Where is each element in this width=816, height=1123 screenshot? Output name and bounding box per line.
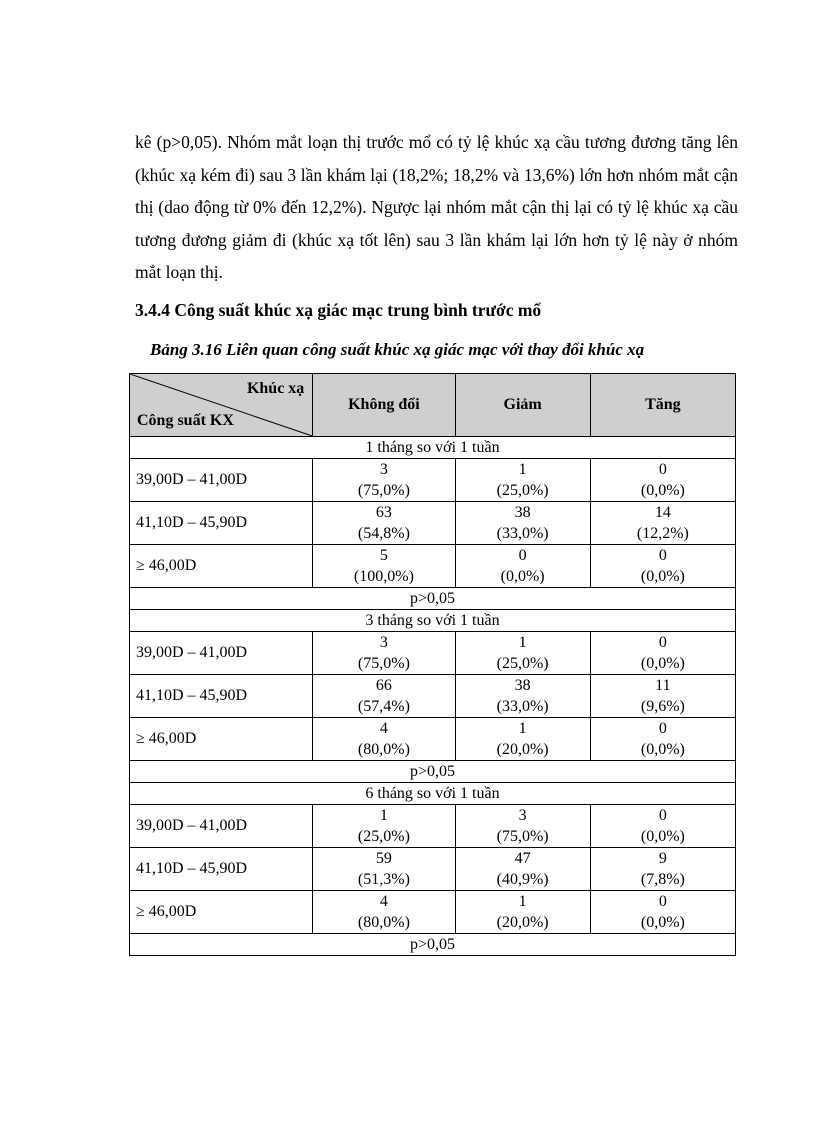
- value-cell: [313, 805, 455, 848]
- value-cell: [313, 848, 455, 891]
- count: 47: [514, 850, 531, 867]
- value-cell: [313, 632, 455, 675]
- value-cell: [313, 545, 455, 588]
- percent: (25,0%): [496, 655, 549, 672]
- percent: (20,0%): [496, 914, 549, 931]
- value-cell: [590, 675, 735, 718]
- group-title: 3 tháng so với 1 tuần: [130, 610, 736, 632]
- percent: (0,0%): [640, 482, 685, 499]
- count: 0: [658, 807, 667, 824]
- body-paragraph: kê (p>0,05). Nhóm mắt loạn thị trước mổ có tỷ lệ khúc xạ cầu tương đương tăng lên (khúc xạ kém đi) sau 3 lần khám lại (18,2%; 18,2% và 13,6%) lớn hơn nhóm mắt cận thị (dao động từ 0% đến 12,2%). Ngược lại nhóm mắt cận thị lại có tỷ lệ khúc xạ cầu tương đương giảm đi (khúc xạ tốt lên) sau 3 lần khám lại lớn hơn tỷ lệ này ở nhóm mắt loạn thị.: [135, 132, 738, 283]
- percent: (75,0%): [357, 655, 410, 672]
- percent: (57,4%): [357, 698, 410, 715]
- group-title: 1 tháng so với 1 tuần: [130, 437, 736, 459]
- table-row: [130, 632, 736, 675]
- p-value-row: [130, 761, 736, 783]
- row-label: ≥ 46,00D: [130, 545, 313, 588]
- value-cell: [313, 891, 455, 934]
- count: 9: [658, 850, 667, 867]
- percent: (7,8%): [640, 871, 685, 888]
- p-value-row: [130, 588, 736, 610]
- value-cell: [590, 805, 735, 848]
- value-cell: [313, 459, 455, 502]
- value-cell: [313, 502, 455, 545]
- value-cell: [455, 848, 590, 891]
- value-cell: [590, 502, 735, 545]
- count: 14: [654, 504, 671, 521]
- count: 1: [518, 461, 527, 478]
- table-row: [130, 891, 736, 934]
- percent: (80,0%): [357, 741, 410, 758]
- count: 38: [514, 504, 531, 521]
- row-label: 39,00D – 41,00D: [130, 805, 313, 848]
- percent: (20,0%): [496, 741, 549, 758]
- count: 3: [379, 634, 388, 651]
- percent: (0,0%): [640, 828, 685, 845]
- count: 1: [518, 720, 527, 737]
- count: 63: [375, 504, 392, 521]
- row-label: 39,00D – 41,00D: [130, 459, 313, 502]
- percent: (75,0%): [357, 482, 410, 499]
- group-title-row: [130, 610, 736, 632]
- count: 5: [379, 547, 388, 564]
- value-cell: [590, 459, 735, 502]
- group-title: 6 tháng so với 1 tuần: [130, 783, 736, 805]
- p-value: p>0,05: [130, 761, 736, 783]
- percent: (9,6%): [640, 698, 685, 715]
- percent: (33,0%): [496, 525, 549, 542]
- value-cell: [590, 718, 735, 761]
- value-cell: [590, 545, 735, 588]
- count: 1: [379, 807, 388, 824]
- percent: (25,0%): [496, 482, 549, 499]
- row-label: ≥ 46,00D: [130, 891, 313, 934]
- value-cell: [455, 545, 590, 588]
- corneal-power-table: [129, 373, 736, 956]
- percent: (0,0%): [640, 741, 685, 758]
- percent: (100,0%): [353, 568, 414, 585]
- table-row: [130, 805, 736, 848]
- count: 66: [375, 677, 392, 694]
- percent: (54,8%): [357, 525, 410, 542]
- table-row: [130, 718, 736, 761]
- count: 0: [658, 893, 667, 910]
- group-title-row: [130, 437, 736, 459]
- value-cell: [313, 718, 455, 761]
- value-cell: [455, 459, 590, 502]
- value-cell: [455, 632, 590, 675]
- header-increase: Tăng: [590, 374, 735, 437]
- count: 4: [379, 893, 388, 910]
- table-row: [130, 545, 736, 588]
- count: 1: [518, 634, 527, 651]
- value-cell: [455, 502, 590, 545]
- count: 4: [379, 720, 388, 737]
- percent: (40,9%): [496, 871, 549, 888]
- section-heading: 3.4.4 Công suất khúc xạ giác mạc trung bình trước mổ: [135, 300, 542, 320]
- percent: (0,0%): [640, 914, 685, 931]
- header-corner-bottom: Công suất KX: [137, 412, 234, 429]
- count: 1: [518, 893, 527, 910]
- count: 0: [658, 634, 667, 651]
- table-header-row: [130, 374, 736, 437]
- count: 11: [655, 677, 671, 694]
- percent: (51,3%): [357, 871, 410, 888]
- table-row: [130, 459, 736, 502]
- percent: (0,0%): [500, 568, 545, 585]
- value-cell: [590, 891, 735, 934]
- header-corner-cell: [130, 374, 313, 437]
- p-value: p>0,05: [130, 934, 736, 956]
- count: 3: [379, 461, 388, 478]
- value-cell: [455, 718, 590, 761]
- p-value-row: [130, 934, 736, 956]
- percent: (0,0%): [640, 655, 685, 672]
- row-label: 39,00D – 41,00D: [130, 632, 313, 675]
- table-caption: Bảng 3.16 Liên quan công suất khúc xạ giác mạc với thay đổi khúc xạ: [150, 340, 645, 359]
- header-decrease: Giảm: [455, 374, 590, 437]
- row-label: 41,10D – 45,90D: [130, 502, 313, 545]
- p-value: p>0,05: [130, 588, 736, 610]
- table-row: [130, 502, 736, 545]
- value-cell: [590, 632, 735, 675]
- header-unchanged: Không đổi: [313, 374, 455, 437]
- percent: (25,0%): [357, 828, 410, 845]
- value-cell: [455, 891, 590, 934]
- table-row: [130, 848, 736, 891]
- percent: (75,0%): [496, 828, 549, 845]
- percent: (33,0%): [496, 698, 549, 715]
- value-cell: [590, 848, 735, 891]
- value-cell: [455, 805, 590, 848]
- count: 59: [375, 850, 392, 867]
- header-corner-top: Khúc xạ: [246, 380, 305, 397]
- count: 38: [514, 677, 531, 694]
- count: 0: [658, 547, 667, 564]
- count: 0: [658, 720, 667, 737]
- table-row: [130, 675, 736, 718]
- percent: (0,0%): [640, 568, 685, 585]
- count: 0: [518, 547, 527, 564]
- row-label: 41,10D – 45,90D: [130, 675, 313, 718]
- group-title-row: [130, 783, 736, 805]
- row-label: ≥ 46,00D: [130, 718, 313, 761]
- value-cell: [455, 675, 590, 718]
- value-cell: [313, 675, 455, 718]
- percent: (80,0%): [357, 914, 410, 931]
- percent: (12,2%): [636, 525, 689, 542]
- count: 0: [658, 461, 667, 478]
- count: 3: [518, 807, 527, 824]
- row-label: 41,10D – 45,90D: [130, 848, 313, 891]
